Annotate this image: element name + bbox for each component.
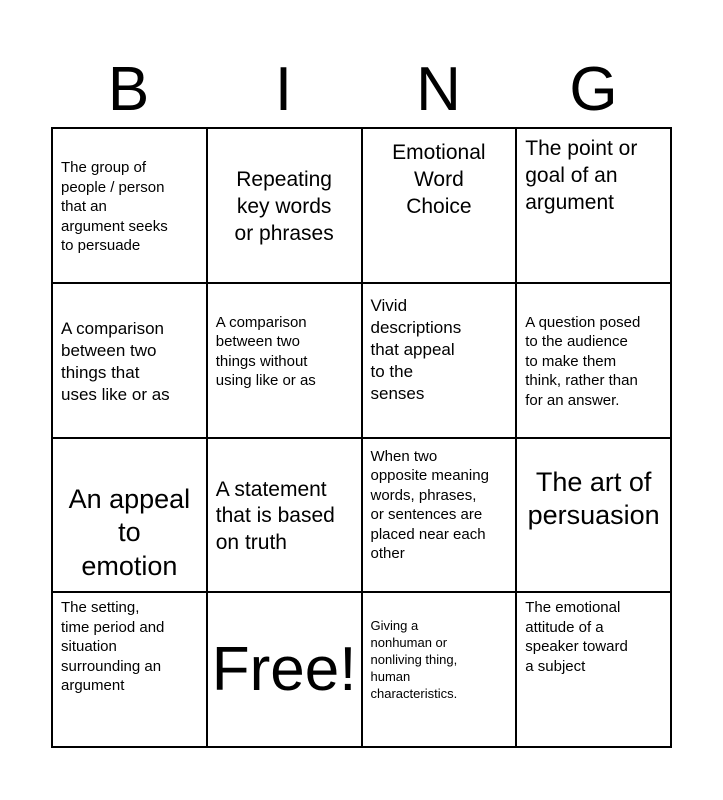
cell-text: The art of persuasion	[527, 466, 660, 531]
bingo-cell[interactable]	[517, 129, 672, 284]
header-letter-i: I	[274, 55, 293, 124]
bingo-cell[interactable]	[53, 129, 208, 284]
cell-text: The group of people / person that an argument seeks to persuade	[61, 159, 168, 254]
cell-text: An appeal to emotion	[68, 483, 191, 581]
bingo-cell[interactable]	[208, 129, 363, 284]
bingo-cell[interactable]	[208, 439, 363, 594]
cell-text: Giving a nonhuman or nonliving thing, human characteristics.	[370, 618, 458, 701]
bingo-cell[interactable]	[208, 284, 363, 439]
bingo-grid	[51, 127, 672, 748]
bingo-cell[interactable]	[363, 439, 518, 594]
cell-text: The setting, time period and situation surrounding an argument	[61, 599, 165, 695]
bingo-cell[interactable]	[363, 284, 518, 439]
bingo-cell[interactable]	[53, 593, 208, 748]
cell-text: The emotional attitude of a speaker toward a subject	[525, 599, 628, 675]
header-letter-b: B	[107, 55, 150, 124]
bingo-header	[51, 52, 671, 128]
header-letter-n: N	[416, 55, 461, 124]
bingo-cell[interactable]	[517, 439, 672, 594]
cell-text: A comparison between two things without using like or as	[215, 313, 316, 390]
bingo-cell[interactable]	[363, 593, 518, 748]
free-space-cell[interactable]	[208, 593, 363, 748]
cell-text: Repeating key words or phrases	[234, 168, 334, 245]
bingo-cell[interactable]	[53, 439, 208, 594]
bingo-cell[interactable]	[517, 593, 672, 748]
bingo-cell[interactable]	[363, 129, 518, 284]
cell-text: When two opposite meaning words, phrases, or sentences are placed near each other	[370, 447, 489, 562]
cell-text: A comparison between two things that uses like or as	[61, 318, 170, 405]
cell-text: A statement that is based on truth	[215, 477, 335, 555]
cell-text: A question posed to the audience to make them think, rather than for an answer.	[525, 313, 641, 409]
cell-text: Emotional Word Choice	[392, 141, 486, 218]
header-letter-g: G	[569, 55, 618, 124]
bingo-cell[interactable]	[517, 284, 672, 439]
bingo-cell[interactable]	[53, 284, 208, 439]
cell-text: The point or goal of an argument	[525, 137, 638, 214]
free-space-text: Free!	[211, 635, 357, 705]
cell-text: Vivid descriptions that appeal to the senses	[370, 295, 462, 404]
